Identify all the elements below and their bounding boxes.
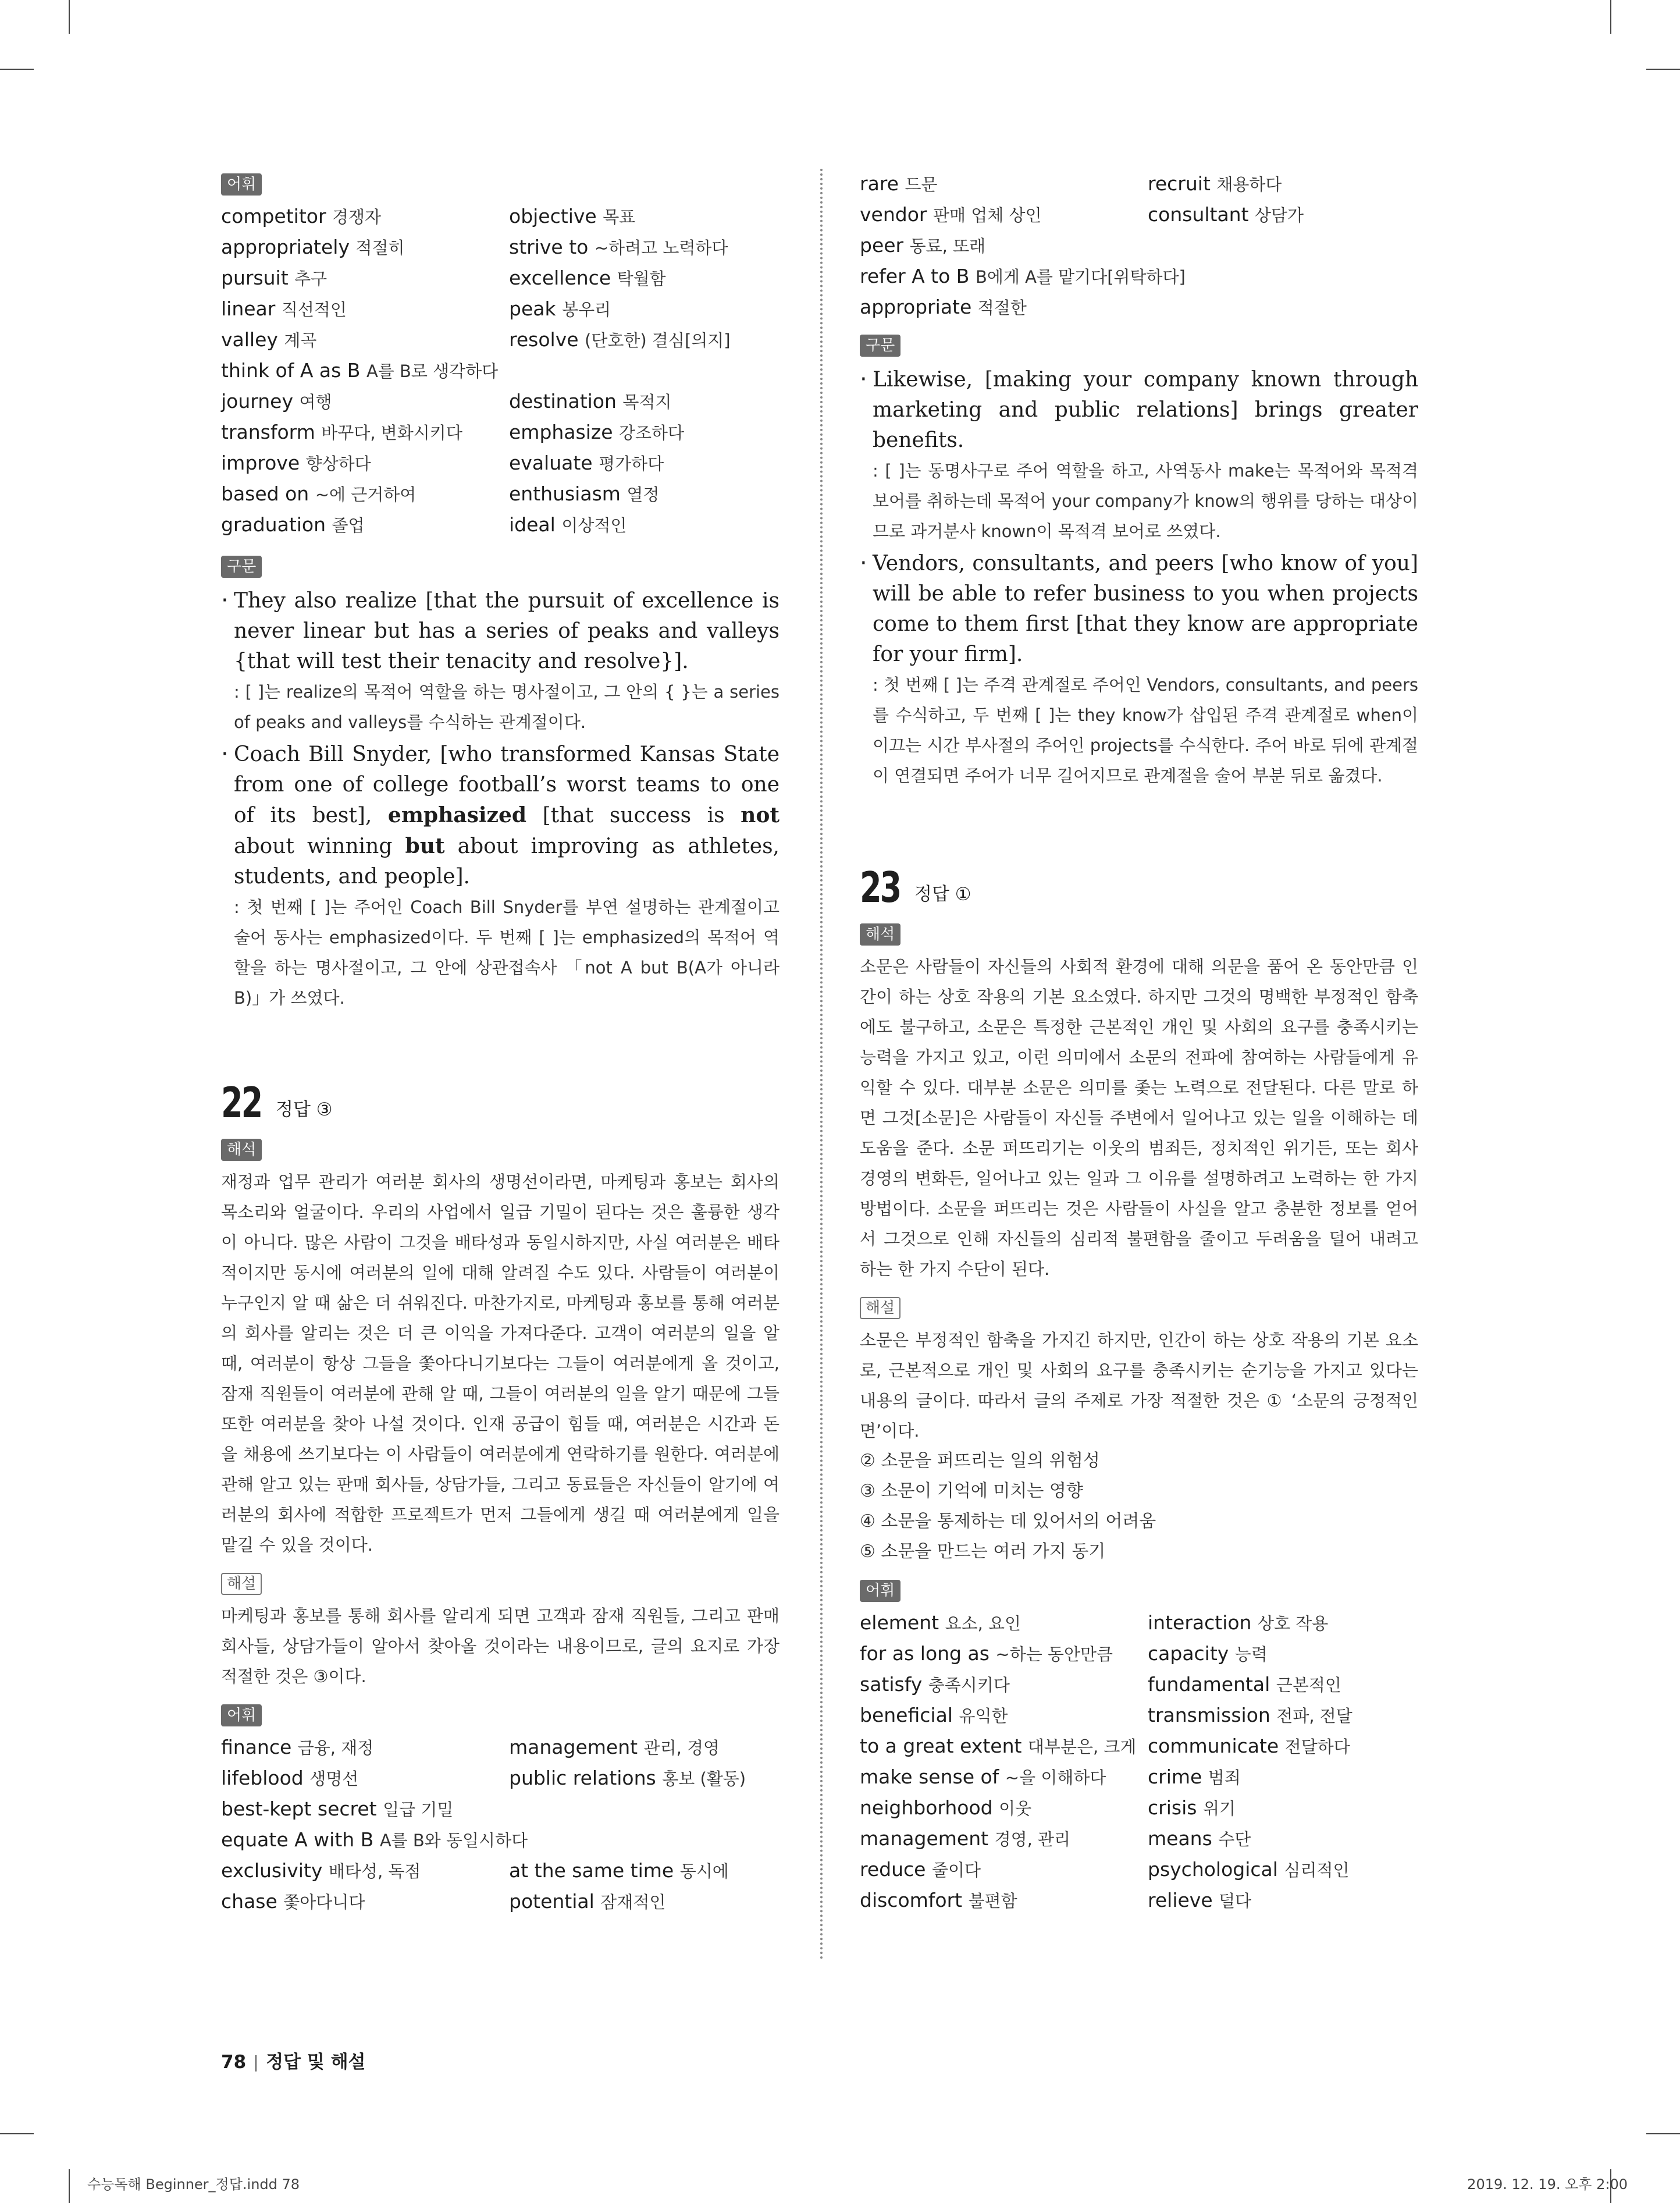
vocab-meaning: 유익한 <box>959 1706 1008 1726</box>
vocab-word: pursuit <box>221 267 295 289</box>
vocab-meaning: 여행 <box>299 392 332 412</box>
vocab-meaning: 드문 <box>905 175 938 194</box>
option-item: ③ 소문이 기억에 미치는 영향 <box>860 1481 1083 1501</box>
vocab-entry <box>509 263 780 294</box>
question-header <box>860 863 1418 912</box>
footer-separator <box>255 2055 257 2071</box>
syntax-item <box>860 549 1418 791</box>
vocab-entry <box>509 232 780 263</box>
option-item: ⑤ 소문을 만드는 여러 가지 동기 <box>860 1541 1106 1562</box>
vocab-meaning: 줄이다 <box>931 1860 981 1880</box>
vocab-meaning: 홍보 (활동) <box>662 1769 746 1789</box>
explanation-label: 해설 <box>221 1573 262 1595</box>
vocab-entry <box>860 1885 1148 1916</box>
syntax-sentence: · Coach Bill Snyder, [who transformed Kansas State from one of college football’s worst teams to one of its best], emphasized [that success is not about winning but about improving as athletes, students, and people]. <box>234 742 780 889</box>
vocab-word: excellence <box>509 267 617 289</box>
crop-mark <box>0 69 34 70</box>
vocab-entry <box>509 325 780 356</box>
vocab-word: competitor <box>221 205 333 228</box>
vocab-meaning: 탁월함 <box>617 269 666 289</box>
vocab-entry <box>221 201 509 232</box>
option-item: ④ 소문을 통제하는 데 있어서의 어려움 <box>860 1511 1156 1532</box>
vocab-meaning: 전파, 전달 <box>1276 1706 1352 1726</box>
vocab-entry <box>221 417 509 448</box>
vocab-entry <box>221 232 509 263</box>
vocab-word: refer A to B <box>860 265 976 287</box>
vocab-word: reduce <box>860 1858 932 1881</box>
translation-label: 해석 <box>221 1139 262 1161</box>
explanation-text: 마케팅과 홍보를 통해 회사를 알리게 되면 고객과 잠재 직원들, 그리고 판매 회사들, 상담가들이 알아서 찾아올 것이라는 내용이므로, 글의 요지로 가장 적절한 것은 ③이다. <box>221 1606 780 1686</box>
vocab-entry <box>509 448 780 479</box>
vocab-word: enthusiasm <box>509 482 627 505</box>
vocab-entry <box>509 294 780 325</box>
vocab-entry <box>860 292 1418 323</box>
vocab-entry <box>221 294 509 325</box>
vocab-entry <box>221 448 509 479</box>
crop-mark <box>69 0 70 34</box>
section-title: 정답 및 해설 <box>266 2052 366 2073</box>
vocab-entry <box>860 1639 1148 1669</box>
vocab-entry <box>509 201 780 232</box>
vocab-meaning: 경쟁자 <box>332 207 382 227</box>
vocab-meaning: ~하려고 노력하다 <box>594 238 728 258</box>
vocab-entry <box>1148 1762 1418 1793</box>
vocab-meaning: 수단 <box>1218 1829 1251 1849</box>
crop-mark <box>1646 69 1680 70</box>
vocab-word: rare <box>860 172 905 195</box>
vocab-word: consultant <box>1148 203 1255 226</box>
vocab-entry <box>221 386 509 417</box>
vocab-word: improve <box>221 452 306 474</box>
vocab-word: fundamental <box>1148 1673 1276 1696</box>
vocab-meaning: 바꾸다, 변화시키다 <box>321 423 462 443</box>
syntax-note: : [ ]는 동명사구로 주어 역할을 하고, 사역동사 make는 목적어와 목적격 보어를 취하는데 목적어 your company가 know의 행위를 당하는 대상이므로 과거분사 known이 목적격 보어로 쓰였다. <box>873 461 1418 541</box>
vocab-word: destination <box>509 390 623 413</box>
vocab-entry <box>860 1793 1148 1824</box>
vocab-meaning: 이상적인 <box>561 516 627 535</box>
vocab-word: interaction <box>1148 1611 1258 1634</box>
vocab-word: satisfy <box>860 1673 928 1696</box>
translation-text: 재정과 업무 관리가 여러분 회사의 생명선이라면, 마케팅과 홍보는 회사의 목소리와 얼굴이다. 우리의 사업에서 일급 기밀이 된다는 것은 훌륭한 생각이 아니다. 많은 사람이 그것을 배타성과 동일시하지만, 사실 여러분은 배타적이지만 동시에 여러분의 일에 대해 알려질 수도 있다. 사람들이 여러분이 누구인지 알 때 삶은 더 쉬워진다. 마찬가지로, 마케팅과 홍보를 통해 여러분의 회사를 알리는 것은 더 큰 이익을 가져다준다. 고객이 여러분의 일을 알 때, 여러분이 항상 그들을 쫓아다니기보다는 그들이 여러분에게 올 것이고, 잠재 직원들이 여러분에 관해 알 때, 그들이 여러분의 일을 알기 때문에 그들 또한 여러분을 찾아 나설 것이다. 인재 공급이 힘들 때, 여러분은 시간과 돈을 채용에 쓰기보다는 이 사람들이 여러분에게 연락하기를 원한다. 여러분에 관해 알고 있는 판매 회사들, 상담가들, 그리고 동료들은 자신들이 알기에 여러분의 회사에 적합한 프로젝트가 먼저 그들에게 생길 때 여러분에게 일을 맡길 수 있을 것이다. <box>221 1172 780 1555</box>
vocab-word: objective <box>509 205 603 228</box>
vocab-entry <box>860 1824 1148 1854</box>
vocab-entry <box>860 169 1148 200</box>
vocab-entry <box>1148 1824 1418 1854</box>
vocab-meaning: 범죄 <box>1208 1768 1241 1788</box>
crop-mark <box>0 2133 34 2134</box>
vocab-word: chase <box>221 1890 284 1913</box>
vocab-entry <box>221 325 509 356</box>
crop-mark <box>69 2169 70 2203</box>
vocab-word: lifeblood <box>221 1767 310 1789</box>
vocab-entry <box>221 510 509 541</box>
vocab-entry <box>221 479 509 510</box>
vocab-word: neighborhood <box>860 1796 999 1819</box>
vocab-word: exclusivity <box>221 1859 329 1882</box>
option-item: ② 소문을 퍼뜨리는 일의 위험성 <box>860 1451 1100 1471</box>
vocab-meaning: 관리, 경영 <box>643 1738 720 1758</box>
vocab-word: strive to <box>509 236 595 258</box>
answer: 정답 ① <box>914 884 971 905</box>
crop-mark <box>1610 0 1611 34</box>
translation-text: 소문은 사람들이 자신들의 사회적 환경에 대해 의문을 품어 온 동안만큼 인간이 하는 상호 작용의 기본 요소였다. 하지만 그것의 명백한 부정적인 함축에도 불구하고, 소문은 특정한 근본적인 개인 및 사회의 요구를 충족시키는 능력을 가지고 있고, 이런 의미에서 소문의 전파에 참여하는 사람들에게 유익할 수 있다. 대부분 소문은 의미를 좇는 노력으로 전달된다. 다른 말로 하면 그것[소문]은 사람들이 자신들 주변에서 일어나고 있는 일을 이해하는 데 도움을 준다. 소문 퍼뜨리기는 이웃의 범죄든, 정치적인 위기든, 또는 회사 경영의 변화든, 일어나고 있는 일과 그 이유를 설명하려고 노력하는 한 가지 방법이다. 소문을 퍼뜨리는 것은 사람들이 사실을 알고 충분한 정보를 얻어서 그것으로 인해 자신들의 심리적 불편함을 줄이고 두려움을 덜어 내려고 하는 한 가지 수단이 된다. <box>860 957 1418 1279</box>
vocab-word: valley <box>221 328 284 351</box>
vocab-word: element <box>860 1611 945 1634</box>
vocab-meaning: ~하는 동안만큼 <box>995 1644 1113 1664</box>
vocab-meaning: 덜다 <box>1219 1891 1252 1911</box>
vocab-entry <box>1148 1854 1418 1885</box>
vocab-word: vendor <box>860 203 933 226</box>
vocab-word: think of A as B <box>221 359 366 382</box>
vocab-meaning: 목표 <box>603 207 636 227</box>
vocab-meaning: 잠재적인 <box>600 1892 666 1912</box>
vocab-meaning: 금융, 재정 <box>297 1738 374 1758</box>
vocab-entry <box>221 1794 780 1825</box>
vocab-entry <box>1148 1669 1418 1700</box>
question-number: 23 <box>860 863 900 912</box>
vocab-word: resolve <box>509 328 585 351</box>
explanation-text: 소문은 부정적인 함축을 가지긴 하지만, 인간이 하는 상호 작용의 기본 요소로, 근본적으로 개인 및 사회의 요구를 충족시키는 순기능을 가지고 있다는 내용의 글이다. 따라서 글의 주제로 가장 적절한 것은 ① ‘소문의 긍정적인 면’이다. <box>860 1330 1418 1441</box>
vocab-entry <box>509 479 780 510</box>
vocab-entry <box>221 1825 780 1856</box>
vocab-word: management <box>509 1736 644 1758</box>
vocab-word: make sense of <box>860 1765 1005 1788</box>
vocab-word: recruit <box>1148 172 1217 195</box>
syntax-sentence: · Likewise, [making your company known through marketing and public relations] brings greater benefits. <box>873 368 1418 452</box>
right-column <box>860 169 1418 1916</box>
vocab-word: potential <box>509 1890 601 1913</box>
vocab-list <box>860 1608 1418 1916</box>
vocab-word: discomfort <box>860 1889 969 1911</box>
vocab-meaning: 쫓아다니다 <box>283 1892 365 1912</box>
vocab-word: ideal <box>509 513 562 536</box>
vocab-word: beneficial <box>860 1704 959 1726</box>
vocab-entry <box>1148 1639 1418 1669</box>
vocab-meaning: 졸업 <box>332 516 365 535</box>
vocab-word: transform <box>221 421 322 443</box>
vocab-label: 어휘 <box>221 1704 262 1726</box>
vocab-meaning: 판매 업체 상인 <box>932 205 1042 225</box>
vocab-meaning: 목적지 <box>622 392 672 412</box>
vocab-entry <box>860 230 1418 261</box>
file-slug: 수능독해 Beginner_정답.indd 78 <box>87 2176 300 2193</box>
vocab-meaning: 이웃 <box>999 1799 1032 1818</box>
vocab-entry <box>221 1886 509 1917</box>
vocab-word: at the same time <box>509 1859 680 1882</box>
syntax-note: : 첫 번째 [ ]는 주격 관계절로 주어인 Vendors, consultants, and peers를 수식하고, 두 번째 [ ]는 they know가 삽입된 주격 관계절로 when이 이끄는 시간 부사절의 주어인 projects를 수식한다. 주어 바로 뒤에 관계절이 연결되면 주어가 너무 길어지므로 관계절을 술어 부분 뒤로 옮겼다. <box>873 675 1418 786</box>
answer: 정답 ③ <box>276 1099 333 1120</box>
vocab-meaning: ~을 이해하다 <box>1005 1768 1106 1788</box>
vocab-word: management <box>860 1827 995 1850</box>
page-number: 78 <box>221 2052 247 2073</box>
vocab-word: based on <box>221 482 315 505</box>
vocab-word: communicate <box>1148 1735 1285 1757</box>
syntax-item <box>221 586 780 737</box>
vocab-meaning: 생명선 <box>309 1769 359 1789</box>
vocab-word: relieve <box>1148 1889 1219 1911</box>
vocab-meaning: 적절한 <box>977 298 1027 318</box>
vocab-word: graduation <box>221 513 332 536</box>
vocab-word: means <box>1148 1827 1219 1850</box>
vocab-word: public relations <box>509 1767 663 1789</box>
vocab-entry <box>1148 1885 1418 1916</box>
vocab-meaning: 채용하다 <box>1216 175 1282 194</box>
vocab-meaning: 불편함 <box>968 1891 1017 1911</box>
vocab-entry <box>1148 1608 1418 1639</box>
question-number: 22 <box>221 1078 262 1127</box>
vocab-word: linear <box>221 297 282 320</box>
vocab-entry <box>509 1732 780 1763</box>
vocab-meaning: 열정 <box>627 485 660 504</box>
vocab-word: best-kept secret <box>221 1797 383 1820</box>
vocab-meaning: 봉우리 <box>562 300 611 319</box>
vocab-entry <box>1148 200 1418 230</box>
vocab-entry <box>221 1856 509 1886</box>
vocab-entry <box>860 261 1418 292</box>
question-header <box>221 1078 780 1127</box>
vocab-entry <box>860 1700 1148 1731</box>
vocab-word: crisis <box>1148 1796 1203 1819</box>
translation-label: 해석 <box>860 923 900 946</box>
vocab-label: 어휘 <box>860 1580 900 1602</box>
syntax-sentence: · Vendors, consultants, and peers [who know of you] will be able to refer business to you when projects come to them first [that they know are appropriate for your firm]. <box>873 552 1418 666</box>
vocab-word: capacity <box>1148 1642 1235 1665</box>
vocab-meaning: 경영, 관리 <box>994 1829 1071 1849</box>
vocab-meaning: 상호 작용 <box>1257 1614 1329 1633</box>
vocab-entry <box>860 1854 1148 1885</box>
column-divider <box>820 169 823 1961</box>
vocab-entry <box>860 1608 1148 1639</box>
vocab-entry <box>221 356 780 386</box>
vocab-label: 어휘 <box>221 173 262 196</box>
syntax-sentence: · They also realize [that the pursuit of excellence is never linear but has a series of peaks and valleys {that will test their tenacity and resolve}]. <box>234 589 780 673</box>
vocab-word: peer <box>860 234 910 257</box>
vocab-entry <box>509 1856 780 1886</box>
vocab-word: appropriate <box>860 296 978 318</box>
vocab-list <box>221 201 780 541</box>
vocab-word: evaluate <box>509 452 599 474</box>
vocab-meaning: 추구 <box>294 269 328 289</box>
vocab-word: psychological <box>1148 1858 1284 1881</box>
vocab-entry <box>509 417 780 448</box>
vocab-entry <box>860 1762 1148 1793</box>
vocab-entry <box>860 1731 1148 1762</box>
vocab-word: equate A with B <box>221 1828 380 1851</box>
vocab-entry <box>860 200 1148 230</box>
vocab-meaning: 대부분은, 크게 <box>1027 1737 1137 1757</box>
vocab-word: crime <box>1148 1765 1208 1788</box>
vocab-entry <box>1148 1793 1418 1824</box>
vocab-entry <box>509 1763 780 1794</box>
vocab-list <box>860 169 1418 323</box>
syntax-note: : 첫 번째 [ ]는 주어인 Coach Bill Snyder를 부연 설명하는 관계절이고 술어 동사는 emphasized이다. 두 번째 [ ]는 emphasized의 목적어 역할을 하는 명사절이고, 그 안에 상관접속사 「not A but B(A가 아니라 B)」가 쓰였다. <box>234 897 780 1008</box>
vocab-entry <box>860 1669 1148 1700</box>
vocab-entry <box>1148 1731 1418 1762</box>
vocab-entry <box>221 263 509 294</box>
syntax-item <box>221 740 780 1013</box>
vocab-entry <box>221 1763 509 1794</box>
vocab-meaning: 평가하다 <box>599 454 664 474</box>
page-footer <box>221 2047 365 2073</box>
print-timestamp: 2019. 12. 19. 오후 2:00 <box>1467 2176 1628 2193</box>
vocab-word: transmission <box>1148 1704 1277 1726</box>
vocab-entry <box>1148 1700 1418 1731</box>
vocab-entry <box>509 386 780 417</box>
vocab-meaning: 강조하다 <box>619 423 685 443</box>
syntax-item <box>860 365 1418 546</box>
vocab-list <box>221 1732 780 1917</box>
vocab-meaning: A를 B와 동일시하다 <box>379 1831 528 1850</box>
vocab-meaning: 능력 <box>1234 1644 1268 1664</box>
vocab-meaning: 동시에 <box>679 1861 729 1881</box>
vocab-meaning: ~에 근거하여 <box>315 485 417 504</box>
syntax-label: 구문 <box>221 556 262 578</box>
vocab-meaning: 근본적인 <box>1276 1675 1341 1695</box>
vocab-word: peak <box>509 297 563 320</box>
vocab-word: journey <box>221 390 300 413</box>
vocab-meaning: 계곡 <box>284 331 317 350</box>
vocab-meaning: 배타성, 독점 <box>328 1861 421 1881</box>
vocab-meaning: 심리적인 <box>1284 1860 1350 1880</box>
vocab-meaning: 일급 기밀 <box>383 1800 454 1820</box>
vocab-meaning: (단호한) 결심[의지] <box>585 331 731 350</box>
vocab-word: finance <box>221 1736 298 1758</box>
vocab-word: to a great extent <box>860 1735 1028 1757</box>
vocab-meaning: 향상하다 <box>305 454 371 474</box>
crop-mark <box>1646 2133 1680 2134</box>
vocab-meaning: 위기 <box>1202 1799 1236 1818</box>
vocab-entry <box>509 510 780 541</box>
syntax-label: 구문 <box>860 335 900 357</box>
vocab-entry <box>509 1886 780 1917</box>
vocab-word: for as long as <box>860 1642 996 1665</box>
vocab-meaning: A를 B로 생각하다 <box>366 361 499 381</box>
vocab-word: appropriately <box>221 236 356 258</box>
vocab-word: emphasize <box>509 421 620 443</box>
vocab-meaning: 요소, 요인 <box>945 1614 1021 1633</box>
vocab-entry <box>1148 169 1418 200</box>
syntax-note: : [ ]는 realize의 목적어 역할을 하는 명사절이고, 그 안의 { }는 a series of peaks and valleys를 수식하는 관계절이다. <box>234 682 780 732</box>
vocab-entry <box>221 1732 509 1763</box>
vocab-meaning: 전달하다 <box>1284 1737 1350 1757</box>
vocab-meaning: 적절히 <box>355 238 405 258</box>
left-column <box>221 169 780 1917</box>
explanation-label: 해설 <box>860 1297 900 1319</box>
vocab-meaning: 동료, 또래 <box>909 236 986 256</box>
vocab-meaning: B에게 A를 맡기다[위탁하다] <box>975 267 1186 287</box>
vocab-meaning: 직선적인 <box>281 300 347 319</box>
vocab-meaning: 충족시키다 <box>928 1675 1010 1695</box>
vocab-meaning: 상담가 <box>1255 205 1304 225</box>
